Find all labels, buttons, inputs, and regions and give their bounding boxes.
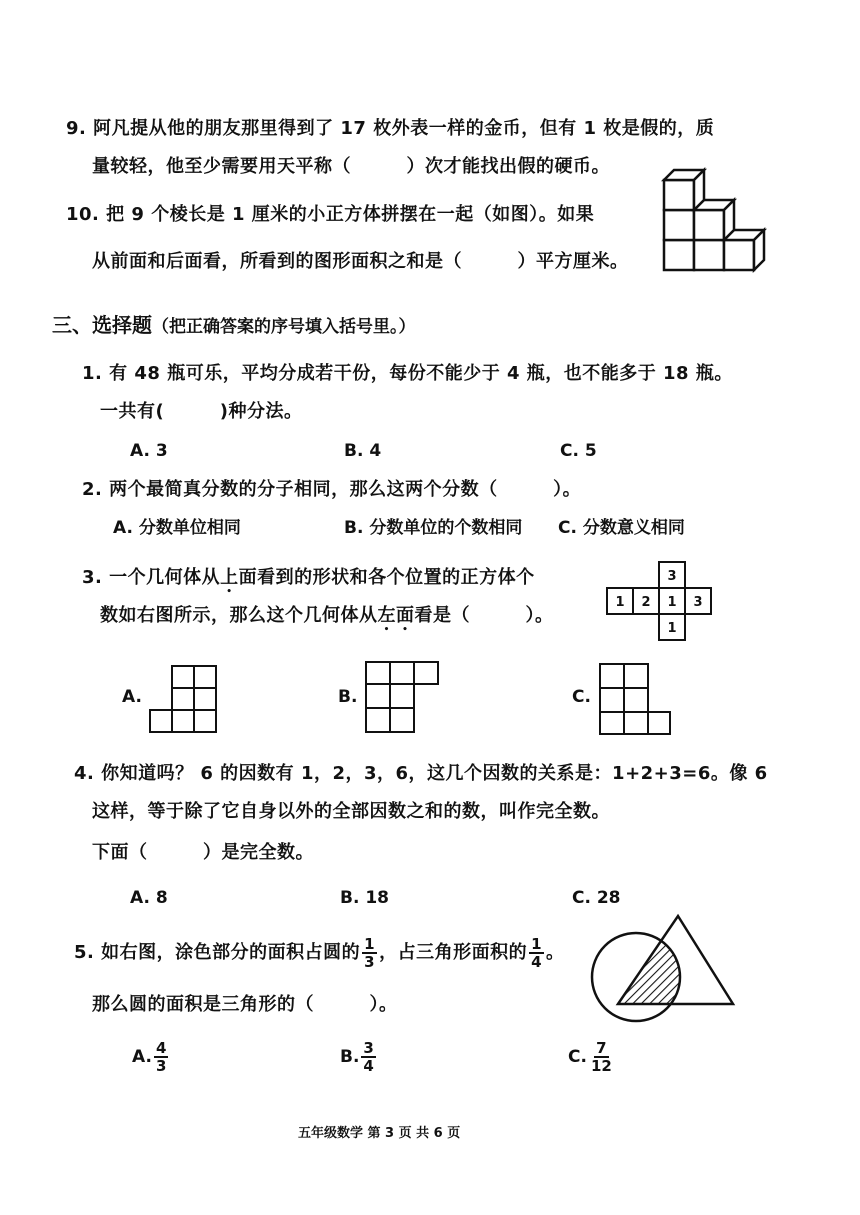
c5-text-a: 5. 如右图，涂色部分的面积占圆的 bbox=[74, 942, 361, 963]
c5-option-b-fraction bbox=[361, 1040, 375, 1074]
q10-line2: 从前面和后面看，所看到的图形面积之和是（ ）平方厘米。 bbox=[92, 251, 629, 272]
top-view-grid bbox=[604, 560, 714, 645]
c5-line1 bbox=[74, 936, 565, 970]
c5-text-c: 。 bbox=[546, 942, 565, 963]
cube-stack-figure bbox=[660, 160, 770, 275]
c2-option-b: B. 分数单位的个数相同 bbox=[344, 518, 523, 538]
grid-number: 3 bbox=[693, 595, 703, 610]
c3-line2-a: 数如右图所示，那么这个几何体从 bbox=[100, 605, 378, 626]
fraction-numerator: 1 bbox=[531, 935, 543, 953]
c3-option-b-figure bbox=[364, 660, 444, 736]
section3-note: （把正确答案的序号填入括号里。） bbox=[152, 317, 416, 337]
fraction-denominator: 4 bbox=[531, 953, 543, 971]
c5-line2: 那么圆的面积是三角形的（ ）。 bbox=[92, 994, 398, 1015]
c2-option-a: A. 分数单位相同 bbox=[113, 518, 241, 538]
page-footer: 五年级数学 第 3 页 共 6 页 bbox=[298, 1126, 461, 1141]
fraction-numerator: 7 bbox=[596, 1039, 607, 1057]
c4-line3: 下面（ ）是完全数。 bbox=[92, 842, 314, 863]
grid-number: 3 bbox=[667, 569, 677, 584]
c1-option-b: B. 4 bbox=[344, 441, 382, 461]
c4-line2: 这样，等于除了它自身以外的全部因数之和的数，叫作完全数。 bbox=[92, 801, 610, 822]
c4-option-c: C. 28 bbox=[572, 888, 621, 908]
c3-option-c-label: C. bbox=[572, 687, 591, 707]
c5-option-c-fraction bbox=[589, 1040, 614, 1074]
c5-option-c bbox=[568, 1040, 616, 1074]
fraction-one-quarter bbox=[529, 936, 544, 970]
c5-option-a-fraction bbox=[154, 1040, 168, 1074]
c3-option-b-label: B. bbox=[338, 687, 358, 707]
c3-option-a-figure bbox=[148, 664, 220, 736]
c4-option-a: A. 8 bbox=[130, 888, 168, 908]
c5-option-b bbox=[340, 1040, 378, 1074]
fraction-denominator: 3 bbox=[155, 1057, 167, 1075]
section3-heading bbox=[52, 312, 416, 340]
c3-option-c-figure bbox=[598, 662, 674, 738]
c2-line1: 2. 两个最简真分数的分子相同，那么这两个分数（ ）。 bbox=[82, 479, 582, 500]
c3-line1-a: 3. 一个几何体从 bbox=[82, 567, 221, 588]
c3-option-a-label: A. bbox=[122, 687, 142, 707]
q10-line1: 10. 把 9 个棱长是 1 厘米的小正方体拼摆在一起（如图）。如果 bbox=[66, 204, 595, 225]
c3-line1-c: 面看到的形状和各个位置的正方体个 bbox=[238, 567, 535, 588]
q9-line2: 量较轻，他至少需要用天平称（ ）次才能找出假的硬币。 bbox=[92, 156, 610, 177]
c2-option-c: C. 分数意义相同 bbox=[558, 518, 685, 538]
c1-option-c: C. 5 bbox=[560, 441, 597, 461]
c1-option-a: A. 3 bbox=[130, 441, 168, 461]
fraction-numerator: 4 bbox=[155, 1039, 167, 1057]
fraction-numerator: 3 bbox=[363, 1039, 374, 1057]
grid-number: 2 bbox=[641, 595, 651, 610]
q9-line1: 9. 阿凡提从他的朋友那里得到了 17 枚外表一样的金币，但有 1 枚是假的，质 bbox=[66, 118, 715, 139]
section3-title: 三、选择题 bbox=[52, 313, 152, 337]
fraction-denominator: 12 bbox=[590, 1057, 612, 1075]
c5-option-b-label: B. bbox=[340, 1047, 360, 1067]
c3-line2-d: 看是（ ）。 bbox=[414, 605, 554, 626]
fraction-one-third bbox=[362, 936, 377, 970]
grid-number: 1 bbox=[667, 595, 677, 610]
c5-option-a bbox=[132, 1040, 170, 1074]
grid-number: 1 bbox=[615, 595, 625, 610]
c5-option-c-label: C. bbox=[568, 1047, 587, 1067]
c1-line2: 一共有( )种分法。 bbox=[100, 401, 303, 422]
c4-line1: 4. 你知道吗？ 6 的因数有 1，2，3，6，这几个因数的关系是：1+2+3=6。像 6 bbox=[74, 763, 768, 784]
fraction-denominator: 3 bbox=[364, 953, 376, 971]
fraction-denominator: 4 bbox=[363, 1057, 374, 1075]
c3-line1 bbox=[82, 566, 535, 590]
c3-line2 bbox=[100, 604, 554, 628]
c3-emph-left: 左 bbox=[377, 605, 396, 626]
c4-option-b: B. 18 bbox=[340, 888, 389, 908]
c3-emph-top: 上 bbox=[220, 567, 239, 588]
c5-option-a-label: A. bbox=[132, 1047, 152, 1067]
grid-number: 1 bbox=[667, 621, 677, 636]
circle-triangle-figure bbox=[588, 912, 748, 1016]
c5-text-b: ，占三角形面积的 bbox=[379, 942, 528, 963]
c3-emph-face: 面 bbox=[396, 605, 415, 626]
fraction-numerator: 1 bbox=[364, 935, 376, 953]
c1-line1: 1. 有 48 瓶可乐，平均分成若干份，每份不能少于 4 瓶，也不能多于 18 瓶。 bbox=[82, 363, 733, 384]
